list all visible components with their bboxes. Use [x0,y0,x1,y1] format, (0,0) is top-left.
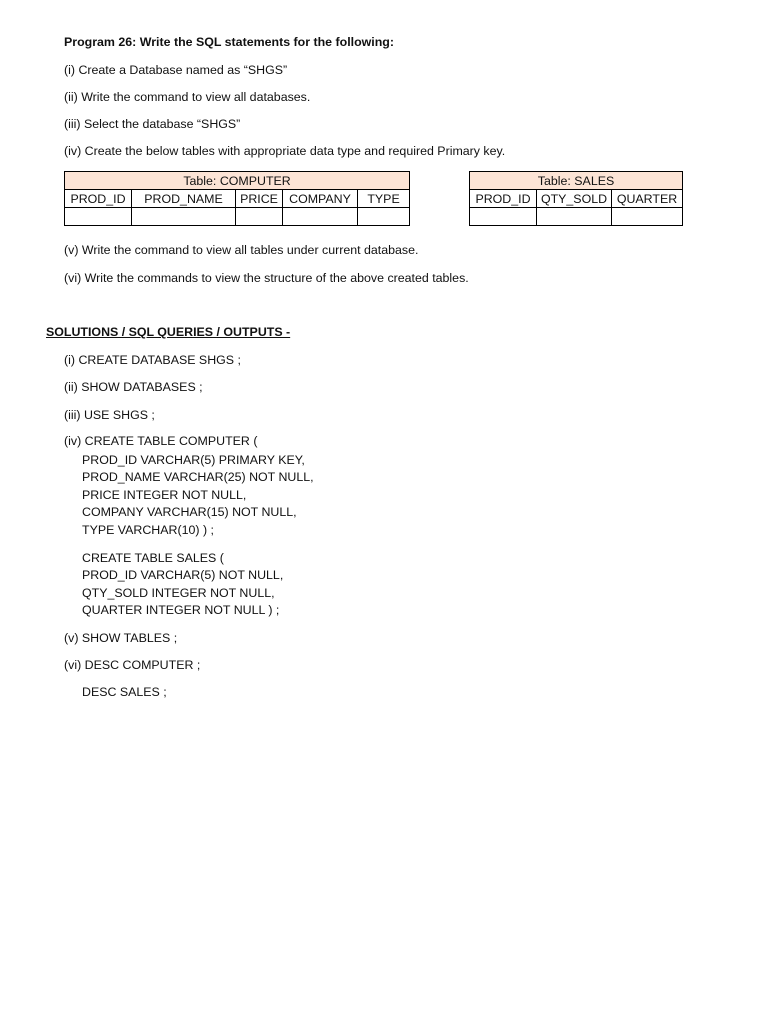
solution-line: (i) CREATE DATABASE SHGS ; [64,353,241,367]
solution-line: (iii) USE SHGS ; [64,408,155,422]
sales-empty-cell [537,208,612,226]
computer-column-header: PROD_NAME [132,190,236,208]
question-2: (ii) Write the command to view all databases. [64,90,311,104]
computer-empty-cell [65,208,132,226]
computer-table [64,171,410,226]
computer-column-header: PRICE [236,190,283,208]
question-4: (iv) Create the below tables with appropriate data type and required Primary key. [64,144,506,158]
solution-line: DESC SALES ; [82,685,167,699]
question-1: (i) Create a Database named as “SHGS” [64,63,288,77]
solution-line: PROD_NAME VARCHAR(25) NOT NULL, [82,470,314,484]
sales-empty-cell [612,208,683,226]
solution-line: TYPE VARCHAR(10) ) ; [82,523,214,537]
computer-table-caption: Table: COMPUTER [65,172,410,190]
question-5: (v) Write the command to view all tables under current database. [64,243,419,257]
solution-line: PROD_ID VARCHAR(5) NOT NULL, [82,568,284,582]
solution-line: CREATE TABLE SALES ( [82,551,224,565]
solution-line: QTY_SOLD INTEGER NOT NULL, [82,586,275,600]
solution-line: PRICE INTEGER NOT NULL, [82,488,247,502]
computer-empty-cell [283,208,358,226]
computer-column-header: TYPE [358,190,410,208]
solution-line: (ii) SHOW DATABASES ; [64,380,203,394]
solution-line: (iv) CREATE TABLE COMPUTER ( [64,434,258,448]
solution-line: PROD_ID VARCHAR(5) PRIMARY KEY, [82,453,305,467]
sales-empty-cell [470,208,537,226]
computer-empty-cell [358,208,410,226]
question-6: (vi) Write the commands to view the structure of the above created tables. [64,271,469,285]
program-title: Program 26: Write the SQL statements for the following: [64,35,395,49]
computer-empty-cell [236,208,283,226]
solution-line: (vi) DESC COMPUTER ; [64,658,201,672]
sales-column-header: QUARTER [612,190,683,208]
sales-column-header: PROD_ID [470,190,537,208]
computer-column-header: COMPANY [283,190,358,208]
sales-column-header: QTY_SOLD [537,190,612,208]
solution-line: QUARTER INTEGER NOT NULL ) ; [82,603,280,617]
question-3: (iii) Select the database “SHGS” [64,117,241,131]
sales-table-caption: Table: SALES [470,172,683,190]
sales-table [469,171,683,226]
solution-line: (v) SHOW TABLES ; [64,631,178,645]
computer-empty-cell [132,208,236,226]
solution-line: COMPANY VARCHAR(15) NOT NULL, [82,505,297,519]
computer-column-header: PROD_ID [65,190,132,208]
solutions-heading: SOLUTIONS / SQL QUERIES / OUTPUTS - [46,325,291,339]
